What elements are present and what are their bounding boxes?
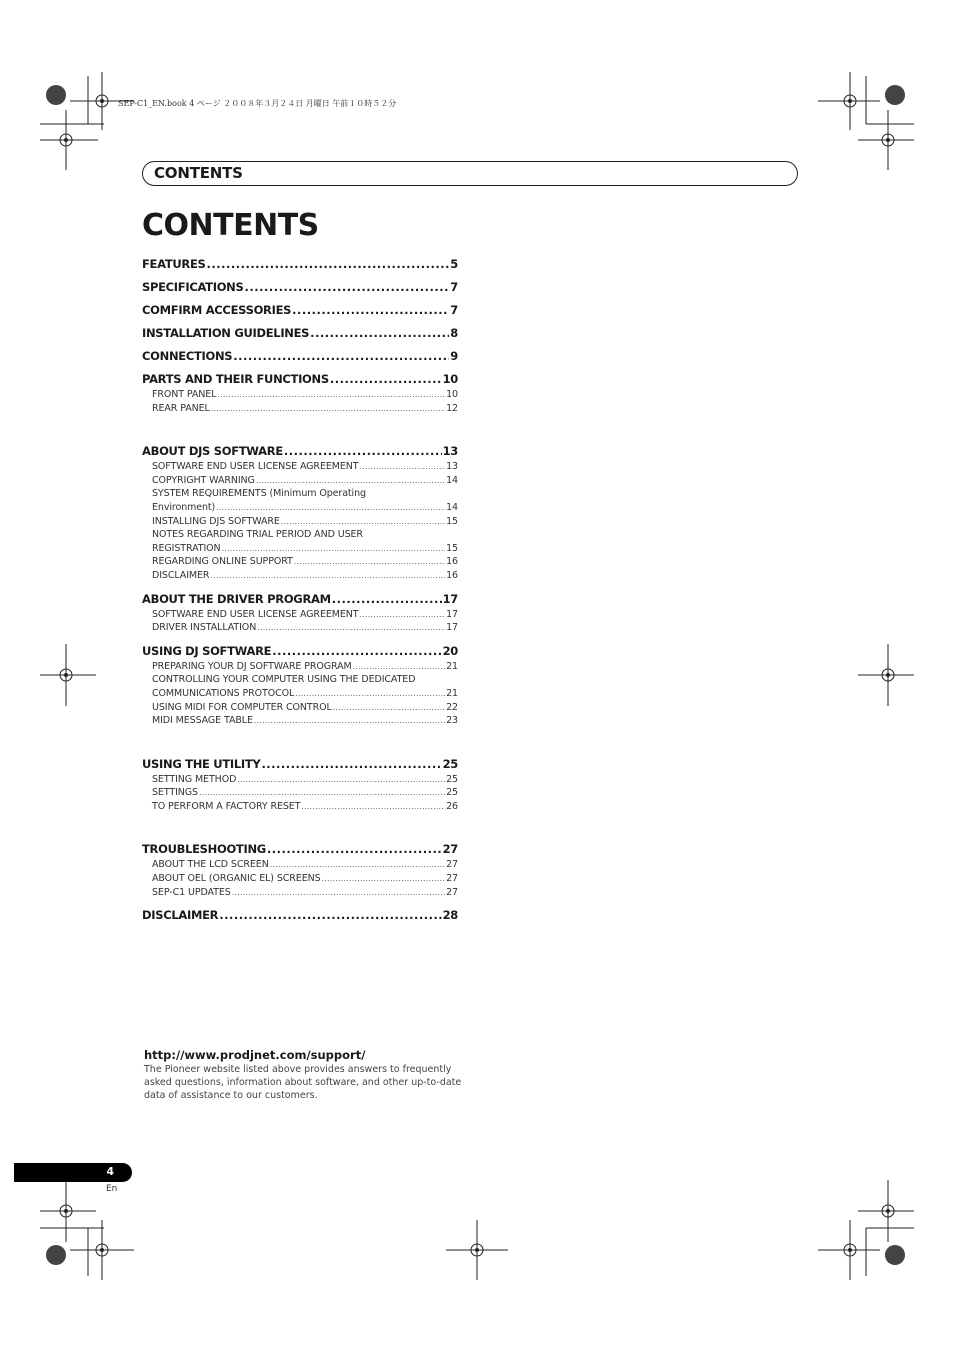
dot-leader <box>219 908 441 922</box>
dot-leader <box>217 389 445 400</box>
toc-subentry[interactable] <box>142 702 458 716</box>
section-header-bar <box>142 161 798 186</box>
toc-section-page: 9 <box>450 349 458 363</box>
toc-subentry-title: INSTALLING DJS SOFTWARE <box>152 515 280 527</box>
toc-subentry-title: SOFTWARE END USER LICENSE AGREEMENT <box>152 608 359 620</box>
toc-subentry-page: 16 <box>446 556 458 568</box>
toc-subentry-page: 12 <box>446 402 458 414</box>
toc-subentry[interactable] <box>142 389 458 403</box>
toc-section-title: FEATURES <box>142 257 206 271</box>
toc-section-title: TROUBLESHOOTING <box>142 842 266 857</box>
toc-subentry[interactable] <box>142 688 458 702</box>
toc-subentry-title: REAR PANEL <box>152 402 210 414</box>
toc-subentry[interactable] <box>142 887 458 901</box>
dot-leader <box>256 475 445 486</box>
dot-leader <box>284 444 442 458</box>
toc-section-title: USING DJ SOFTWARE <box>142 643 272 658</box>
toc-subentry[interactable] <box>142 529 458 543</box>
toc-subentry-title: SETTING METHOD <box>152 773 237 785</box>
toc-subentry-page: 27 <box>446 873 458 885</box>
dot-leader <box>333 702 445 713</box>
dot-leader <box>332 592 442 606</box>
dot-leader <box>237 774 445 785</box>
toc-subentry[interactable] <box>142 622 458 636</box>
support-url[interactable]: http://www.prodjnet.com/support/ <box>144 1048 366 1062</box>
language-code: En <box>106 1184 118 1194</box>
toc-subentry-title: MIDI MESSAGE TABLE <box>152 715 253 727</box>
toc-section-title: USING THE UTILITY <box>142 756 261 771</box>
toc-section-page: 28 <box>442 908 458 923</box>
toc-section-entry[interactable] <box>142 303 458 318</box>
toc-subentry[interactable] <box>142 609 458 623</box>
toc-subentry-title: REGISTRATION <box>152 542 221 554</box>
toc-subentry[interactable] <box>142 859 458 873</box>
toc-subentry-page: 14 <box>446 474 458 486</box>
toc-section-entry[interactable] <box>142 592 458 607</box>
dot-leader <box>211 403 445 414</box>
toc-subentry-title: NOTES REGARDING TRIAL PERIOD AND USER <box>152 529 363 541</box>
toc-subentries <box>142 661 458 729</box>
toc-subentry-title: SETTINGS <box>152 787 198 799</box>
toc-subentry-page: 17 <box>446 622 458 634</box>
toc-section-entry[interactable] <box>142 444 458 459</box>
toc-subentry-page: 25 <box>446 787 458 799</box>
toc-subentry[interactable] <box>142 661 458 675</box>
toc-section-page: 25 <box>442 756 458 771</box>
toc-section-page: 7 <box>450 303 458 317</box>
toc-section-entry[interactable] <box>142 842 458 857</box>
dot-leader <box>294 556 445 567</box>
toc-subentry[interactable] <box>142 570 458 584</box>
dot-leader <box>222 543 446 554</box>
toc-subentry-title: SEP-C1 UPDATES <box>152 886 231 898</box>
dot-leader <box>254 715 445 726</box>
toc-subentry[interactable] <box>142 502 458 516</box>
toc-subentry-page: 22 <box>446 701 458 713</box>
dot-leader <box>210 570 445 581</box>
toc-subentry-page: 27 <box>446 886 458 898</box>
dot-leader <box>257 622 445 633</box>
toc-subentry-title: DRIVER INSTALLATION <box>152 622 257 634</box>
toc-subentry-page: 15 <box>446 515 458 527</box>
toc-section-entry[interactable] <box>142 908 458 923</box>
section-header-title: CONTENTS <box>154 164 243 182</box>
table-of-contents <box>142 257 458 923</box>
dot-leader <box>270 859 445 870</box>
toc-subentry-title: SYSTEM REQUIREMENTS (Minimum Operating <box>152 488 366 500</box>
dot-leader <box>330 372 442 386</box>
toc-section-title: COMFIRM ACCESSORIES <box>142 303 292 317</box>
toc-subentry[interactable] <box>142 674 458 688</box>
toc-subentry-title: COMMUNICATIONS PROTOCOL <box>152 687 295 699</box>
toc-subentry[interactable] <box>142 475 458 489</box>
page-number: 4 <box>106 1165 114 1178</box>
toc-section-page: 5 <box>450 257 458 271</box>
toc-subentry-page: 21 <box>446 687 458 699</box>
toc-subentries <box>142 859 458 900</box>
toc-subentry-page: 23 <box>446 715 458 727</box>
dot-leader <box>322 873 446 884</box>
toc-subentry-page: 17 <box>446 608 458 620</box>
dot-leader <box>216 502 445 513</box>
toc-subentry[interactable] <box>142 715 458 729</box>
toc-section-title: DISCLAIMER <box>142 908 219 923</box>
toc-section-page: 10 <box>442 372 458 386</box>
page-title: CONTENTS <box>142 208 319 243</box>
dot-leader <box>267 842 442 856</box>
toc-subentry-page: 10 <box>446 389 458 400</box>
toc-subentry-title: ABOUT OEL (ORGANIC EL) SCREENS <box>152 873 321 885</box>
toc-subentry-title: FRONT PANEL <box>152 389 217 400</box>
toc-subentry[interactable] <box>142 543 458 557</box>
toc-section-title: ABOUT DJS SOFTWARE <box>142 444 283 459</box>
dot-leader <box>301 801 445 812</box>
toc-section-page: 13 <box>442 444 458 459</box>
toc-section-page: 7 <box>450 280 458 294</box>
dot-leader <box>272 644 441 658</box>
toc-section-title: CONNECTIONS <box>142 349 233 363</box>
toc-subentry-title: DISCLAIMER <box>152 569 210 581</box>
toc-section-page: 8 <box>450 326 458 340</box>
dot-leader <box>232 887 445 898</box>
toc-section-entry[interactable] <box>142 372 458 387</box>
dot-leader <box>244 280 449 294</box>
toc-subentry-title: PREPARING YOUR DJ SOFTWARE PROGRAM <box>152 660 352 672</box>
print-header-slug: SEP-C1_EN.book 4 ページ ２００８年３月２４日 月曜日 午前１０時５２分 <box>118 99 397 108</box>
toc-section-entry[interactable] <box>142 644 458 659</box>
toc-subentry-page: 21 <box>446 660 458 672</box>
toc-section-entry[interactable] <box>142 280 458 295</box>
toc-subentry[interactable] <box>142 488 458 502</box>
toc-subentry-title: REGARDING ONLINE SUPPORT <box>152 556 293 568</box>
toc-subentry-page: 26 <box>446 800 458 812</box>
toc-section-entry[interactable] <box>142 257 458 272</box>
toc-subentry-title: CONTROLLING YOUR COMPUTER USING THE DEDICATED <box>152 674 416 686</box>
toc-subentries <box>142 774 458 815</box>
toc-section-page: 27 <box>442 842 458 857</box>
toc-subentry[interactable] <box>142 516 458 530</box>
toc-section-entry[interactable] <box>142 349 458 364</box>
toc-subentry[interactable] <box>142 774 458 788</box>
toc-subentry-page: 14 <box>446 501 458 513</box>
toc-section-title: PARTS AND THEIR FUNCTIONS <box>142 372 329 386</box>
dot-leader <box>199 787 445 798</box>
toc-subentry-title: SOFTWARE END USER LICENSE AGREEMENT <box>152 461 359 473</box>
toc-section-title: SPECIFICATIONS <box>142 280 244 294</box>
toc-section-title: ABOUT THE DRIVER PROGRAM <box>142 591 331 606</box>
toc-subentries <box>142 461 458 583</box>
toc-subentry-page: 15 <box>446 542 458 554</box>
toc-subentry[interactable] <box>142 787 458 801</box>
dot-leader <box>281 516 445 527</box>
toc-subentries <box>142 389 458 416</box>
dot-leader <box>292 303 449 317</box>
toc-subentry-title: COPYRIGHT WARNING <box>152 474 255 486</box>
dot-leader <box>359 609 445 620</box>
toc-subentry-page: 13 <box>446 461 458 473</box>
toc-subentry-title: Environment) <box>152 501 216 513</box>
dot-leader <box>359 461 445 472</box>
dot-leader <box>295 688 445 699</box>
toc-subentry-page: 25 <box>446 773 458 785</box>
toc-subentries <box>142 609 458 636</box>
dot-leader <box>207 257 450 271</box>
page-number-tab <box>14 1163 132 1182</box>
toc-subentry[interactable] <box>142 403 458 417</box>
toc-subentry-title: TO PERFORM A FACTORY RESET <box>152 800 301 812</box>
toc-subentry[interactable] <box>142 461 458 475</box>
dot-leader <box>310 326 449 340</box>
toc-section-entry[interactable] <box>142 326 458 341</box>
toc-section-title: INSTALLATION GUIDELINES <box>142 326 310 340</box>
toc-subentry[interactable] <box>142 801 458 815</box>
toc-subentry[interactable] <box>142 556 458 570</box>
dot-leader <box>233 349 449 363</box>
toc-subentry-title: ABOUT THE LCD SCREEN <box>152 859 269 871</box>
toc-subentry-page: 16 <box>446 569 458 581</box>
toc-section-entry[interactable] <box>142 757 458 772</box>
toc-subentry[interactable] <box>142 873 458 887</box>
dot-leader <box>261 757 441 771</box>
dot-leader <box>353 661 446 672</box>
toc-section-page: 17 <box>442 591 458 606</box>
toc-section-page: 20 <box>442 643 458 658</box>
toc-subentry-title: USING MIDI FOR COMPUTER CONTROL <box>152 701 332 713</box>
toc-subentry-page: 27 <box>446 859 458 871</box>
support-note: The Pioneer website listed above provides answers to frequently asked questions, information about software, and other up-to-date data of assistance to our customers. <box>144 1064 462 1101</box>
